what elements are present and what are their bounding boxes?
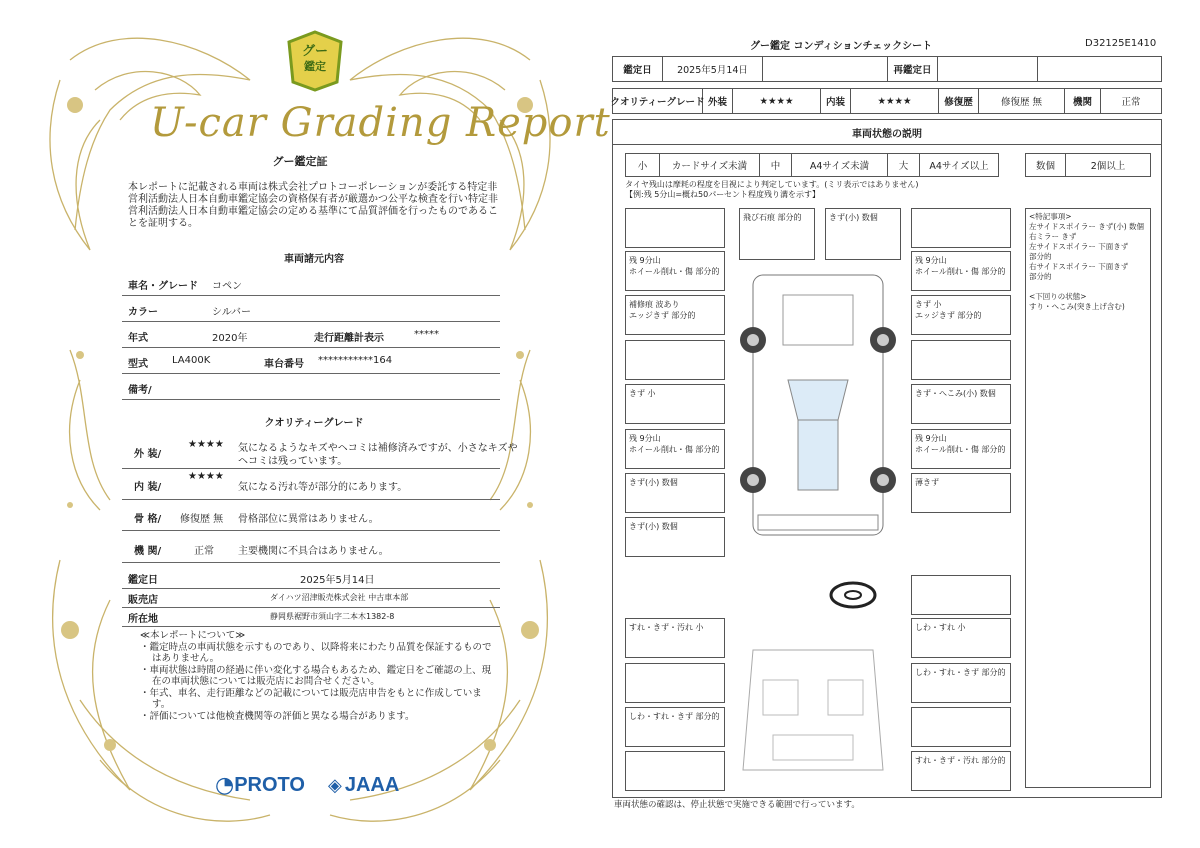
row-year — [122, 322, 500, 348]
label-box — [625, 751, 725, 791]
redate-value — [938, 57, 1038, 81]
row-frame — [122, 500, 500, 531]
mileage-value: ***** — [414, 329, 439, 340]
quality-heading: クオリティーグレード — [264, 418, 364, 429]
year-label: 年式 — [128, 333, 148, 344]
sheet-quality-label: クオリティーグレード — [613, 89, 703, 113]
note-item: ・鑑定時点の車両状態を示すものであり、以降将来にわたり品質を保証するものではありません。 — [140, 641, 492, 664]
legend-small: 小 — [626, 154, 660, 176]
row-address — [122, 608, 500, 627]
frame-value: 修復歴 無 — [180, 514, 224, 525]
date-row — [612, 56, 1162, 82]
row-model — [122, 348, 500, 374]
date-blank — [763, 57, 888, 81]
interior-comment: 気になる汚れ等が部分的にあります。 — [238, 482, 408, 493]
proto-logo-text: PROTO — [234, 773, 305, 796]
special-item: 左サイドスポイラー きず(小) 数個 — [1029, 222, 1145, 231]
special-item: 部分的 — [1029, 252, 1052, 261]
model-label: 型式 — [128, 359, 148, 370]
row-name — [122, 270, 500, 296]
chassis-label: 車台番号 — [264, 359, 304, 370]
engine-label: 機 関/ — [134, 546, 162, 557]
label-box — [911, 208, 1011, 248]
row-date — [122, 566, 500, 589]
label-box: しわ・すれ・きず 部分的 — [911, 663, 1011, 703]
label-box: 残 9分山 ホイール削れ・傷 部分的 — [911, 251, 1011, 291]
note-item: ・年式、車名、走行距離などの記載については販売店申告をもとに作成しています。 — [140, 687, 482, 710]
exterior-comment-2: ヘコミは残っています。 — [238, 456, 348, 467]
label-box — [625, 340, 725, 380]
sheet-engine-label: 機関 — [1065, 89, 1101, 113]
redate-label: 再鑑定日 — [888, 57, 938, 81]
note-item: ・車両状態は時間の経過に伴い変化する場合もあるため、鑑定日をご確認の上、現在の車両状態については販売店にお問合せください。 — [140, 664, 492, 687]
label-box: きず 小 — [625, 384, 725, 424]
label-box: すれ・きず・汚れ 部分的 — [911, 751, 1011, 791]
label-box — [911, 340, 1011, 380]
tire-note-1: タイヤ残山は摩耗の程度を目視により判定しています。(ミリ表示ではありません) — [625, 180, 919, 189]
row-engine — [122, 532, 500, 563]
spec-heading: 車両諸元内容 — [284, 254, 344, 265]
quality-row — [612, 88, 1162, 114]
chassis-value: ***********164 — [318, 355, 393, 366]
report-notes — [140, 630, 500, 722]
row-dealer — [122, 589, 500, 608]
label-box: しわ・すれ 小 — [911, 618, 1011, 658]
jaaa-logo-text: JAAA — [344, 773, 400, 796]
label-box — [625, 208, 725, 248]
certificate-body: 本レポートに記載される車両は株式会社プロトコーポレーションが委託する特定非営利活動法人日本自動車鑑定協会の資格保有者が厳選かつ公平な検査を行い特定非営利活動法人日本自動車鑑定協会の定める基準にて品質評価を行ったものであることを証明する。 — [128, 182, 498, 229]
special-item: 左サイドスポイラー 下面きず — [1029, 242, 1129, 251]
sheet-date-value: 2025年5月14日 — [663, 57, 763, 81]
label-box: きず・へこみ(小) 数個 — [911, 384, 1011, 424]
state-panel — [612, 119, 1162, 798]
sheet-interior-stars: ★★★★ — [851, 89, 939, 113]
engine-comment: 主要機関に不具合はありません。 — [238, 546, 389, 557]
model-value: LA400K — [172, 355, 211, 366]
goo-kantei-badge — [285, 30, 345, 92]
certificate-heading: グー鑑定証 — [272, 155, 328, 168]
exterior-label: 外 装/ — [134, 449, 162, 460]
script-title: U-car Grading Report — [150, 100, 611, 146]
label-box — [911, 575, 1011, 615]
label-box: 薄きず — [911, 473, 1011, 513]
count-label: 数個 — [1026, 154, 1066, 176]
legend-mid: 中 — [760, 154, 792, 176]
doc-id: D32125E1410 — [1085, 38, 1157, 49]
car-interior-diagram — [733, 640, 893, 780]
special-item: 右ミラー きず — [1029, 232, 1077, 241]
address-label: 所在地 — [128, 614, 158, 625]
frame-label: 骨 格/ — [134, 514, 162, 525]
name-label: 車名・グレード — [128, 281, 198, 292]
steering-wheel-icon — [828, 580, 878, 610]
label-box: 残 9分山 ホイール削れ・傷 部分的 — [625, 429, 725, 469]
legend-mid-desc: A4サイズ未満 — [792, 154, 888, 176]
dealer-value: ダイハツ沼津販売株式会社 中古車本部 — [270, 593, 409, 602]
special-title: <特記事項> — [1029, 212, 1072, 221]
size-legend — [625, 153, 999, 177]
badge-line1: グー — [301, 44, 328, 59]
proto-mark-icon: ◔ — [215, 772, 235, 798]
jaaa-logo — [328, 770, 399, 800]
count-legend — [1025, 153, 1151, 177]
label-box: きず 小 エッジきず 部分的 — [911, 295, 1011, 335]
label-box: きず(小) 数個 — [625, 473, 725, 513]
car-top-view-diagram — [713, 260, 913, 560]
mileage-label: 走行距離計表示 — [314, 333, 384, 344]
color-value: シルバー — [212, 307, 252, 318]
label-box: 補修痕 波あり エッジきず 部分的 — [625, 295, 725, 335]
row-color — [122, 296, 500, 322]
row-exterior — [122, 432, 518, 469]
sheet-footer: 車両状態の確認は、停止状態で実施できる範囲で行っています。 — [614, 800, 860, 810]
label-box: すれ・きず・汚れ 小 — [625, 618, 725, 658]
legend-small-desc: カードサイズ未満 — [660, 154, 760, 176]
color-label: カラー — [128, 307, 158, 318]
frame-comment: 骨格部位に異常はありません。 — [238, 514, 379, 525]
sheet-engine-value: 正常 — [1121, 97, 1141, 108]
count-desc: 2個以上 — [1090, 161, 1126, 172]
date-label: 鑑定日 — [128, 575, 158, 586]
label-box: しわ・すれ・きず 部分的 — [625, 707, 725, 747]
state-heading: 車両状態の説明 — [613, 120, 1161, 145]
notes-title: ≪本レポートについて≫ — [140, 630, 246, 641]
address-value: 静岡県裾野市須山字二本木1382-8 — [270, 612, 395, 621]
jaaa-mark-icon: ◈ — [328, 774, 342, 796]
legend-large-desc: A4サイズ以上 — [929, 161, 989, 172]
special-item: 右サイドスポイラー 下面きず — [1029, 262, 1129, 271]
sheet-date-label: 鑑定日 — [613, 57, 663, 81]
sheet-exterior-label: 外装 — [703, 89, 733, 113]
row-interior — [122, 469, 500, 500]
under-text: すり・へこみ(突き上げ含む) — [1029, 302, 1125, 311]
label-box: 飛び石痕 部分的 — [739, 208, 815, 260]
sheet-exterior-stars: ★★★★ — [733, 89, 821, 113]
badge-line2: 鑑定 — [304, 60, 326, 73]
remarks-label: 備考/ — [128, 385, 152, 396]
dealer-label: 販売店 — [128, 595, 158, 606]
sheet-repair-value: 修復歴 無 — [979, 89, 1065, 113]
proto-logo — [215, 770, 305, 800]
engine-value: 正常 — [194, 546, 214, 557]
sheet-title: グー鑑定 コンディションチェックシート — [750, 41, 933, 52]
label-box: きず(小) 数個 — [625, 517, 725, 557]
condition-check-sheet — [600, 0, 1200, 848]
exterior-comment-1: 気になるようなキズやヘコミは補修済みですが、小さなキズや — [238, 443, 518, 454]
under-title: <下回りの状態> — [1029, 292, 1087, 301]
interior-label: 内 装/ — [134, 482, 162, 493]
sheet-interior-label: 内装 — [821, 89, 851, 113]
label-box: きず(小) 数個 — [825, 208, 901, 260]
special-item: 部分的 — [1029, 272, 1052, 281]
sheet-repair-label: 修復歴 — [939, 89, 979, 113]
date-value: 2025年5月14日 — [300, 575, 375, 586]
year-value: 2020年 — [212, 333, 248, 344]
row-remarks — [122, 374, 500, 400]
label-box: 残 9分山 ホイール削れ・傷 部分的 — [625, 251, 725, 291]
label-box — [625, 663, 725, 703]
special-notes-panel — [1025, 208, 1151, 788]
exterior-stars: ★★★★ — [188, 439, 224, 450]
name-value: コペン — [212, 281, 242, 292]
legend-large: 大 — [888, 154, 920, 176]
interior-stars: ★★★★ — [188, 471, 224, 482]
label-box — [911, 707, 1011, 747]
note-item: ・評価については他検査機関等の評価と異なる場合があります。 — [140, 710, 415, 722]
tire-note-2: 【例:残 5分山=概ね50パーセント程度残り溝を示す】 — [625, 190, 821, 199]
label-box: 残 9分山 ホイール削れ・傷 部分的 — [911, 429, 1011, 469]
